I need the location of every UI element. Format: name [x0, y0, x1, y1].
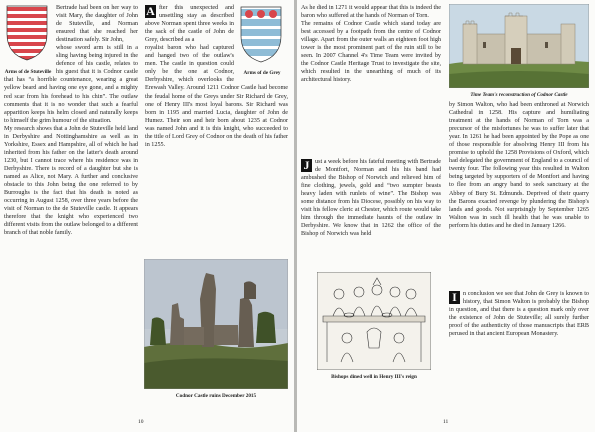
- right-column-2: [449, 101, 589, 279]
- bishops-dining-drawing: [317, 272, 431, 370]
- right-column-2-lower: [449, 290, 589, 414]
- dropcap-a: A: [146, 4, 155, 18]
- codnor-reconstruction-image: [449, 4, 589, 88]
- dropcap-j: J: [301, 159, 312, 172]
- paragraph-royalist-baron: royalist baron who had captured and hanged two of the outlaw's men. The castle in question could only be the one at Codnor, Derbyshire, which overlooks the Erewash Valley. Around 1211 Codnor Castle had become the feudal home of the Greys under Sir Richard de Grey, one of Henry III's most loyal barons. Sir Richard was born in 1195 and married Lucia, daughter of John de Humez. Their son and heir born about 1235 at Codnor was named John and it is this knight, who succeeded to the title of Lord Grey of Codnor on the death of his father in 1255.: [145, 45, 288, 148]
- caption-time-team: Time Team's reconstruction of Codnor Castle: [470, 92, 568, 98]
- paragraph-conclusion: n conclusion we see that John de Grey is known to history, that Simon Walton is probably the Bishop in question, and that there is a question mark only over the existence of John de Stuteville; all surely further proof of the authenticity of those manuscripts that ERB perused in that ancient European Monastery.: [449, 291, 589, 338]
- left-page: [0, 0, 294, 432]
- page-number-left: 10: [138, 419, 144, 425]
- right-page: [297, 0, 595, 432]
- paragraph-died-1271: As he died in 1271 it would appear that this is indeed the baron who suffered at the hands of Norman of Torn.: [301, 5, 441, 20]
- paragraph-research: My research shows that a John de Stuteville held land in Derbyshire and Nottinghamshire as well as in Yorkshire, Essex and Hampshire, all of which he had inherited from his father on the latter's death around 1230, but I cannot trace where his residence was in Derbyshire. There is record of a daughter but she is named as Alice, not Mary. A further and conclusive obstacle to this John being the one referred to by Burroughs is the fact that his death is noted as occurring in August 1258, over three years before the visit of Norman to the de Stuteville castle. It appears therefore that the knight who experienced two different visits from the outlaw belonged to a different branch of that noble family.: [4, 125, 138, 237]
- caption-bishops-dined: Bishops dined well in Henry III's reign: [331, 374, 417, 380]
- paragraph-sword-arm: whose sword arm is still in a sling having being injured in the defence of his castle, relates to his guest that it is Codnor castle that has “a horrible countenance, wearing a great yellow beard and having one eye gone, and a mighty red scar from his forehead to his chin”. The outlaw comments that it is no wonder that such a fearful apparition keeps his helm closed and naturally keeps to himself the grim humour of the situation.: [4, 45, 138, 124]
- paragraph-simon-walton: by Simon Walton, who had been enthroned at Norwich Cathedral in 1258. His capture and humiliating treatment at the hands of Norman of Torn was a precursor of the misfortunes he was to suffer later that year. In 1261 he had been appointed by the Pope as one of those responsible for absolving Henry III from his promise to uphold the 1258 Provisions of Oxford, which had delegated the government of England to a council of twenty four. The following year this resulted in Walton being targeted by supporters of de Montfort and having to flee from an angry band to seek sanctuary at the Abbey of Bury St. Edmunds. Deprived of their quarry the Barons exacted revenge by plundering the Bishop's lands and goods. Not surprisingly by September 1265 Walton was in such ill health that he was unable to perform his duties and he died in January 1266.: [449, 102, 589, 229]
- page-number-right: 11: [443, 419, 449, 425]
- right-column-1-lower: [301, 158, 441, 270]
- paragraph-visit-mary: Bertrade had been on her way to visit Mary, the daughter of John de Stuteville, and Norman ensured that she reached her destination safely. Sir John,: [56, 5, 138, 44]
- dropcap-i: I: [449, 291, 460, 304]
- grey-shield: [238, 4, 284, 66]
- caption-grey-arms: Arms of de Grey: [243, 70, 281, 76]
- codnor-ruins-photo: [144, 259, 288, 389]
- paragraph-after-this: fter this unexpected and unsettling stay as described above Norman spent three weeks in the sack of the castle of John de Grey, described as a: [145, 5, 234, 44]
- paragraph-bishop-norwich: ust a week before his fateful meeting with Bertrade de Montfort, Norman and his his band had ambushed the Bishop of Norwich and relieved him of fine clothing, jewels, gold and “two sumpter beasts heavy laden with runlets of wine”. The Bishop was some distance from his Diocese, possibly on his way to visit his fellow cleric at Chester, which route would take him through the immediate haunts of the outlaw in Derbyshire. We know that in 1262 the office of the Bishop of Norwich was held: [301, 159, 441, 238]
- left-column-1: [4, 4, 138, 412]
- right-column-1: [301, 4, 441, 164]
- caption-stuteville-arms: Arms of de Stuteville: [4, 69, 52, 75]
- paragraph-codnor-remains: The remains of Codnor Castle which stand today are best accessed by a footpath from the centre of Codnor village. Apart from the outer walls an eighteen foot high tower is the most prominent part of the ruin still to be seen. In 2007 Channel 4's Time Team were invited by the Codnor Castle Heritage Trust to investigate the site, which resulted in the unearthing of much of its architectural history.: [301, 21, 441, 84]
- caption-codnor-ruins: Codnor Castle ruins December 2015: [175, 393, 257, 399]
